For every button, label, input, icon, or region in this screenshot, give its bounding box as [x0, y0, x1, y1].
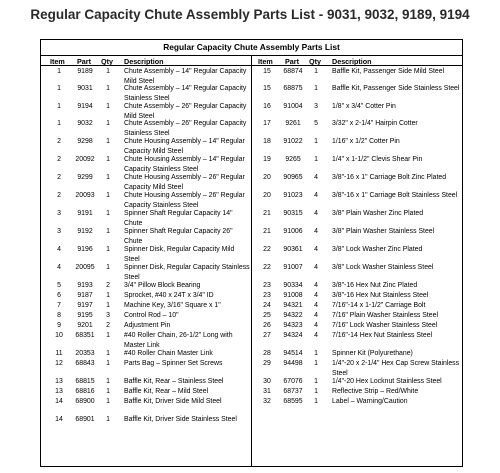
quantity-cell: 4	[314, 332, 318, 339]
description-cell: 1/16" x 1/2" Cotter Pin	[332, 138, 400, 145]
item-cell: 23	[263, 292, 271, 299]
part-number-cell: 68816	[75, 388, 95, 395]
quantity-cell: 1	[106, 398, 110, 405]
quantity-cell: 4	[314, 210, 318, 217]
part-number-cell: 94323	[283, 322, 303, 329]
part-number-cell: 9194	[77, 103, 93, 110]
quantity-cell: 3	[314, 103, 318, 110]
part-number-cell: 68874	[283, 68, 303, 75]
part-number-cell: 9189	[77, 68, 93, 75]
item-cell: 4	[57, 246, 61, 253]
part-number-cell: 67076	[283, 378, 303, 385]
item-cell: 18	[263, 138, 271, 145]
item-cell: 1	[57, 85, 61, 92]
description-cell: Machine Key, 3/16" Square x 1"	[124, 302, 221, 309]
right-header-part: Part	[285, 57, 299, 66]
description-cell: 3/32" x 2-1/4" Hairpin Cotter	[332, 120, 418, 127]
description-cell: Spinner Disk, Regular Capacity Stainless Steel	[124, 264, 250, 281]
description-cell: 3/8"-16 Hex Nut Zinc Plated	[332, 282, 418, 289]
part-number-cell: 94322	[283, 312, 303, 319]
part-number-cell: 68901	[75, 416, 95, 423]
quantity-cell: 1	[106, 192, 110, 199]
part-number-cell: 68900	[75, 398, 95, 405]
item-cell: 7	[57, 302, 61, 309]
description-cell: Baffle Kit, Passenger Side Stainless Steel	[332, 85, 460, 92]
quantity-cell: 3	[106, 312, 110, 319]
item-cell: 20	[263, 192, 271, 199]
quantity-cell: 1	[106, 174, 110, 181]
description-cell: 3/8" Plain Washer Zinc Plated	[332, 210, 424, 217]
part-number-cell: 9299	[77, 174, 93, 181]
quantity-cell: 1	[314, 138, 318, 145]
quantity-cell: 1	[106, 378, 110, 385]
column-divider	[251, 55, 252, 467]
quantity-cell: 1	[106, 302, 110, 309]
right-header-description: Description	[332, 57, 372, 66]
part-number-cell: 90315	[283, 210, 303, 217]
quantity-cell: 1	[106, 228, 110, 235]
quantity-cell: 2	[106, 322, 110, 329]
description-cell: Spinner Shaft Regular Capacity 14" Chute	[124, 210, 233, 227]
item-cell: 21	[263, 228, 271, 235]
quantity-cell: 1	[106, 388, 110, 395]
item-cell: 13	[55, 378, 63, 385]
part-number-cell: 20092	[75, 156, 95, 163]
description-cell: Control Rod – 10"	[124, 312, 179, 319]
item-cell: 27	[263, 332, 271, 339]
part-number-cell: 90334	[283, 282, 303, 289]
part-number-cell: 94324	[283, 332, 303, 339]
quantity-cell: 1	[106, 332, 110, 339]
quantity-cell: 4	[314, 312, 318, 319]
description-cell: 7/16" Plain Washer Stainless Steel	[332, 312, 438, 319]
left-header-part: Part	[77, 57, 91, 66]
description-cell: 7/16"-14 x 1-1/2" Carriage Bolt	[332, 302, 426, 309]
description-cell: Chute Housing Assembly – 14" Regular Capacity Stainless Steel	[124, 156, 245, 173]
part-number-cell: 68875	[283, 85, 303, 92]
item-cell: 15	[263, 68, 271, 75]
description-cell: 1/4"-20 Hex Locknut Stainless Steel	[332, 378, 442, 385]
part-number-cell: 9298	[77, 138, 93, 145]
item-cell: 11	[55, 350, 63, 357]
quantity-cell: 4	[314, 282, 318, 289]
quantity-cell: 1	[314, 378, 318, 385]
item-cell: 12	[55, 360, 63, 367]
description-cell: Baffle Kit, Driver Side Mild Steel	[124, 398, 222, 405]
quantity-cell: 1	[314, 85, 318, 92]
item-cell: 17	[263, 120, 271, 127]
left-header-qty: Qty	[101, 57, 113, 66]
item-cell: 20	[263, 174, 271, 181]
description-cell: Chute Assembly – 26" Regular Capacity Stainless Steel	[124, 120, 247, 137]
item-cell: 31	[263, 388, 271, 395]
description-cell: Chute Assembly – 26" Regular Capacity Mild Steel	[124, 103, 247, 120]
description-cell: Baffle Kit, Rear – Mild Steel	[124, 388, 209, 395]
right-header-item: Item	[258, 57, 273, 66]
description-cell: 3/8" Lock Washer Stainless Steel	[332, 264, 434, 271]
description-cell: 1/4" x 1-1/2" Clevis Shear Pin	[332, 156, 423, 163]
item-cell: 30	[263, 378, 271, 385]
item-cell: 22	[263, 246, 271, 253]
description-cell: Reflective Strip – Red/White	[332, 388, 419, 395]
quantity-cell: 4	[314, 322, 318, 329]
item-cell: 2	[57, 192, 61, 199]
description-cell: 3/8" Lock Washer Zinc Plated	[332, 246, 423, 253]
part-number-cell: 9192	[77, 228, 93, 235]
part-number-cell: 9196	[77, 246, 93, 253]
description-cell: Parts Bag – Spinner Set Screws	[124, 360, 223, 367]
description-cell: Baffle Kit, Driver Side Stainless Steel	[124, 416, 237, 423]
quantity-cell: 1	[106, 138, 110, 145]
item-cell: 21	[263, 210, 271, 217]
description-cell: 7/16" Lock Washer Stainless Steel	[332, 322, 438, 329]
part-number-cell: 9201	[77, 322, 93, 329]
description-cell: Spinner Kit (Polyurethane)	[332, 350, 413, 357]
part-number-cell: 68737	[283, 388, 303, 395]
item-cell: 15	[263, 85, 271, 92]
right-header-qty: Qty	[309, 57, 321, 66]
quantity-cell: 4	[314, 228, 318, 235]
item-cell: 25	[263, 312, 271, 319]
item-cell: 22	[263, 264, 271, 271]
item-cell: 14	[55, 398, 63, 405]
item-cell: 1	[57, 120, 61, 127]
part-number-cell: 9187	[77, 292, 93, 299]
description-cell: Label – Warning/Caution	[332, 398, 408, 405]
description-cell: Baffle Kit, Rear – Stainless Steel	[124, 378, 224, 385]
left-header-description: Description	[124, 57, 164, 66]
item-cell: 8	[57, 312, 61, 319]
part-number-cell: 91004	[283, 103, 303, 110]
part-number-cell: 9031	[77, 85, 93, 92]
quantity-cell: 5	[314, 120, 318, 127]
quantity-cell: 1	[314, 156, 318, 163]
quantity-cell: 1	[314, 388, 318, 395]
description-cell: Chute Assembly – 14" Regular Capacity Mild Steel	[124, 68, 247, 85]
item-cell: 28	[263, 350, 271, 357]
description-cell: Adjustment Pin	[124, 322, 171, 329]
quantity-cell: 4	[314, 292, 318, 299]
description-cell: Chute Assembly – 14" Regular Capacity Stainless Steel	[124, 85, 247, 102]
description-cell: 7/16"-14 Hex Nut Stainless Steel	[332, 332, 433, 339]
item-cell: 2	[57, 138, 61, 145]
item-cell: 23	[263, 282, 271, 289]
quantity-cell: 2	[106, 282, 110, 289]
description-cell: 3/8"-16 x 1" Carriage Bolt Zinc Plated	[332, 174, 447, 181]
part-number-cell: 20093	[75, 192, 95, 199]
part-number-cell: 94514	[283, 350, 303, 357]
description-cell: 3/4" Pillow Block Bearing	[124, 282, 201, 289]
description-cell: #40 Roller Chain, 26-1/2" Long with Master Link	[124, 332, 233, 349]
part-number-cell: 91023	[283, 192, 303, 199]
item-cell: 24	[263, 302, 271, 309]
item-cell: 3	[57, 228, 61, 235]
quantity-cell: 1	[106, 350, 110, 357]
part-number-cell: 9191	[77, 210, 93, 217]
quantity-cell: 1	[314, 360, 318, 367]
quantity-cell: 1	[106, 246, 110, 253]
item-cell: 16	[263, 103, 271, 110]
left-header-item: Item	[50, 57, 65, 66]
part-number-cell: 20353	[75, 350, 95, 357]
part-number-cell: 9195	[77, 312, 93, 319]
quantity-cell: 1	[106, 120, 110, 127]
part-number-cell: 90361	[283, 246, 303, 253]
description-cell: Baffle Kit, Passenger Side Mild Steel	[332, 68, 445, 75]
description-cell: Spinner Disk, Regular Capacity Mild Steel	[124, 246, 235, 263]
description-cell: Spinner Shaft Regular Capacity 26" Chute	[124, 228, 233, 245]
item-cell: 19	[263, 156, 271, 163]
part-number-cell: 90965	[283, 174, 303, 181]
quantity-cell: 1	[314, 350, 318, 357]
quantity-cell: 4	[314, 264, 318, 271]
part-number-cell: 9197	[77, 302, 93, 309]
item-cell: 9	[57, 322, 61, 329]
quantity-cell: 1	[106, 416, 110, 423]
quantity-cell: 1	[106, 103, 110, 110]
part-number-cell: 9032	[77, 120, 93, 127]
table-caption: Regular Capacity Chute Assembly Parts List	[163, 42, 340, 52]
part-number-cell: 91008	[283, 292, 303, 299]
quantity-cell: 4	[314, 302, 318, 309]
description-cell: 3/8" Plain Washer Stainless Steel	[332, 228, 435, 235]
part-number-cell: 94321	[283, 302, 303, 309]
page-title: Regular Capacity Chute Assembly Parts List - 9031, 9032, 9189, 9194	[30, 7, 470, 22]
item-cell: 13	[55, 388, 63, 395]
item-cell: 32	[263, 398, 271, 405]
description-cell: Chute Housing Assembly – 26" Regular Capacity Stainless Steel	[124, 192, 245, 209]
item-cell: 5	[57, 282, 61, 289]
quantity-cell: 1	[314, 398, 318, 405]
part-number-cell: 68595	[283, 398, 303, 405]
item-cell: 29	[263, 360, 271, 367]
part-number-cell: 68815	[75, 378, 95, 385]
description-cell: 3/8"-16 Hex Nut Stainless Steel	[332, 292, 429, 299]
item-cell: 2	[57, 156, 61, 163]
item-cell: 1	[57, 68, 61, 75]
description-cell: #40 Roller Chain Master Link	[124, 350, 213, 357]
item-cell: 1	[57, 103, 61, 110]
part-number-cell: 91007	[283, 264, 303, 271]
quantity-cell: 1	[106, 264, 110, 271]
part-number-cell: 68351	[75, 332, 95, 339]
quantity-cell: 1	[106, 85, 110, 92]
quantity-cell: 4	[314, 192, 318, 199]
description-cell: 1/8" x 3/4" Cotter Pin	[332, 103, 396, 110]
part-number-cell: 94498	[283, 360, 303, 367]
part-number-cell: 91022	[283, 138, 303, 145]
part-number-cell: 9193	[77, 282, 93, 289]
quantity-cell: 1	[106, 292, 110, 299]
description-cell: Chute Housing Assembly – 14" Regular Capacity Mild Steel	[124, 138, 245, 155]
part-number-cell: 91006	[283, 228, 303, 235]
description-cell: Sprocket, #40 x 24T x 3/4" ID	[124, 292, 214, 299]
description-cell: 3/8"-16 x 1" Carriage Bolt Stainless Steel	[332, 192, 458, 199]
quantity-cell: 4	[314, 246, 318, 253]
item-cell: 6	[57, 292, 61, 299]
item-cell: 3	[57, 210, 61, 217]
quantity-cell: 1	[106, 68, 110, 75]
quantity-cell: 1	[106, 360, 110, 367]
item-cell: 4	[57, 264, 61, 271]
item-cell: 26	[263, 322, 271, 329]
quantity-cell: 4	[314, 174, 318, 181]
part-number-cell: 9261	[285, 120, 301, 127]
quantity-cell: 1	[106, 156, 110, 163]
description-cell: 1/4"-20 x 2-1/4" Hex Cap Screw Stainless Steel	[332, 360, 460, 377]
quantity-cell: 1	[314, 68, 318, 75]
header-divider	[40, 65, 463, 66]
part-number-cell: 68843	[75, 360, 95, 367]
part-number-cell: 9265	[285, 156, 301, 163]
item-cell: 10	[55, 332, 63, 339]
item-cell: 14	[55, 416, 63, 423]
item-cell: 2	[57, 174, 61, 181]
description-cell: Chute Housing Assembly – 26" Regular Capacity Mild Steel	[124, 174, 245, 191]
quantity-cell: 1	[106, 210, 110, 217]
part-number-cell: 20095	[75, 264, 95, 271]
